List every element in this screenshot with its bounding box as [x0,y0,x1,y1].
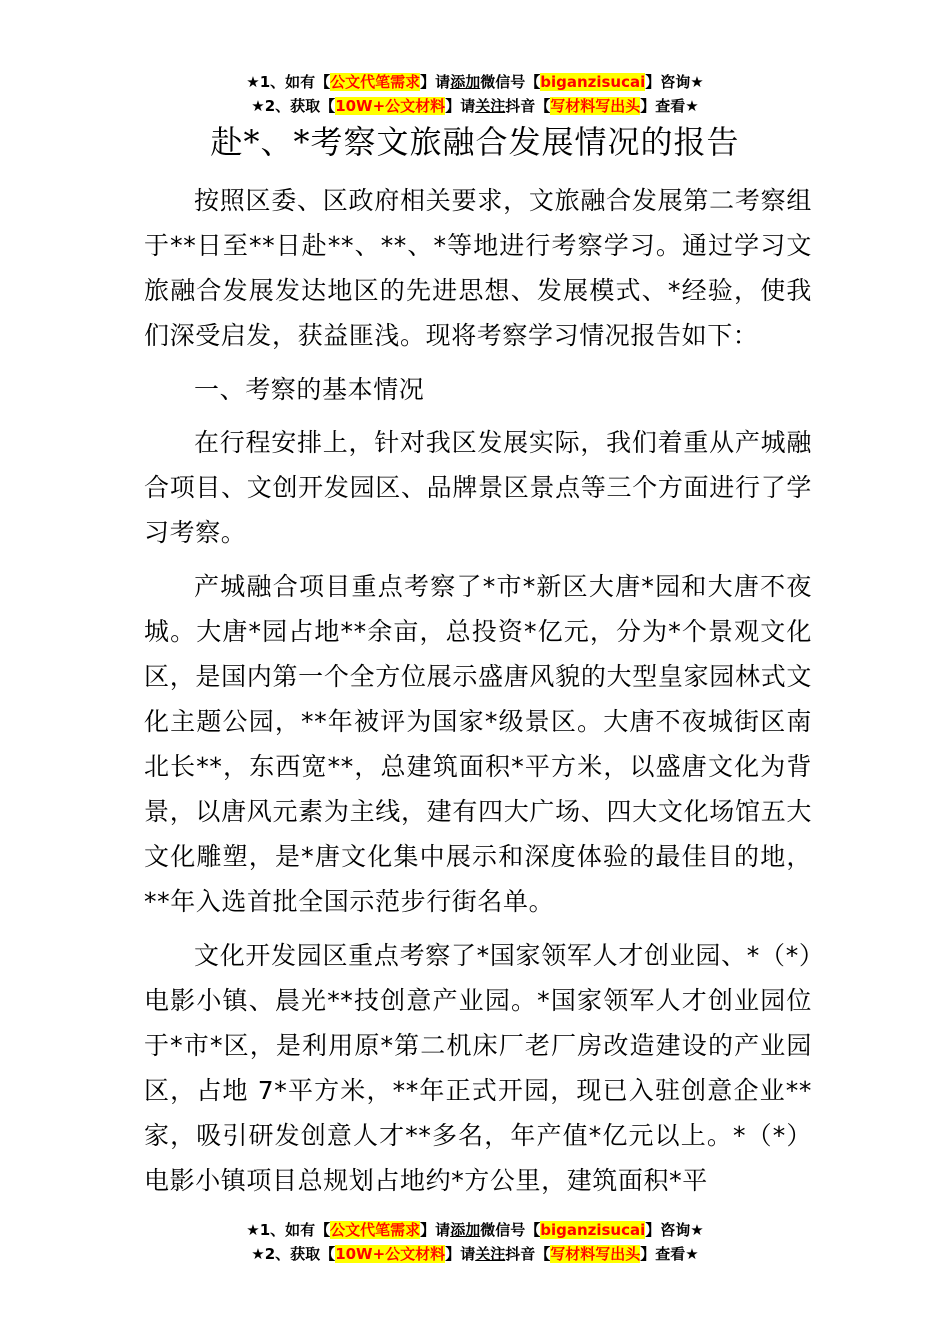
banner-line-2 [0,1242,950,1266]
banner-emphasis: 添加 [450,73,481,91]
banner-text: 】请 [420,73,451,91]
banner-text: 抖音【 [505,1245,551,1263]
banner-text: 】查看★ [640,1245,699,1263]
banner-text: 】咨询★ [645,1221,704,1239]
banner-text: ★2、获取【 [251,97,336,115]
banner-emphasis: 添加 [450,1221,481,1239]
highlight-service: 公文代笔需求 [330,73,421,91]
highlight-wechat-id: biganzisucai [540,1221,646,1239]
banner-emphasis: 关注 [475,97,506,115]
highlight-service: 公文代笔需求 [330,1221,421,1239]
banner-text: 】查看★ [640,97,699,115]
banner-text: 】请 [445,97,476,115]
paragraph-intro: 按照区委、区政府相关要求，文旅融合发展第二考察组于**日至**日赴**、**、*等地进行考察学习。通过学习文旅融合发展发达地区的先进思想、发展模式、*经验，使我们深受启发，获益匪浅。现将考察学习情况报告如下： [144,186,812,350]
section-heading: 一、考察的基本情况 [194,375,425,404]
bottom-banner [0,1218,950,1266]
document-title: 赴*、*考察文旅融合发展情况的报告 [210,123,740,161]
paragraph-city-integration: 产城融合项目重点考察了*市*新区大唐*园和大唐不夜城。大唐*园占地**余亩，总投资*亿元，分为*个景观文化区，是国内第一个全方位展示盛唐风貌的大型皇家园林式文化主题公园，**年被评为国家*级景区。大唐不夜城街区南北长**，东西宽**，总建筑面积*平方米，以盛唐文化为背景，以唐风元素为主线，建有四大广场、四大文化场馆五大文化雕塑，是*唐文化集中展示和深度体验的最佳目的地，**年入选首批全国示范步行街名单。 [144,572,812,916]
paragraph-cultural-parks: 文化开发园区重点考察了*国家领军人才创业园、*（*）电影小镇、晨光**技创意产业园。*国家领军人才创业园位于*市*区，是利用原*第二机床厂老厂房改造建设的产业园区，占地 7*平方米，**年正式开园，现已入驻创意企业**家，吸引研发创意人才**多名，年产值*亿元以上。*（*）电影小镇项目总规划占地约*方公里，建筑面积*平 [144,941,812,1195]
document-body [144,178,812,1212]
banner-text: 】请 [420,1221,451,1239]
highlight-douyin-account: 写材料写出头 [550,1245,641,1263]
banner-text: 】请 [445,1245,476,1263]
banner-emphasis: 关注 [475,1245,506,1263]
banner-line-2 [0,94,950,118]
banner-text: 微信号【 [480,73,541,91]
highlight-materials: 10W+公文材料 [335,97,446,115]
banner-text: 微信号【 [480,1221,541,1239]
highlight-wechat-id: biganzisucai [540,73,646,91]
banner-text: ★2、获取【 [251,1245,336,1263]
banner-text: ★1、如有【 [246,1221,331,1239]
banner-text: 】咨询★ [645,73,704,91]
highlight-douyin-account: 写材料写出头 [550,97,641,115]
highlight-materials: 10W+公文材料 [335,1245,446,1263]
banner-text: 抖音【 [505,97,551,115]
paragraph-itinerary: 在行程安排上，针对我区发展实际，我们着重从产城融合项目、文创开发园区、品牌景区景点等三个方面进行了学习考察。 [144,428,812,547]
banner-line-1 [0,70,950,94]
banner-text: ★1、如有【 [246,73,331,91]
banner-line-1 [0,1218,950,1242]
top-banner [0,70,950,118]
